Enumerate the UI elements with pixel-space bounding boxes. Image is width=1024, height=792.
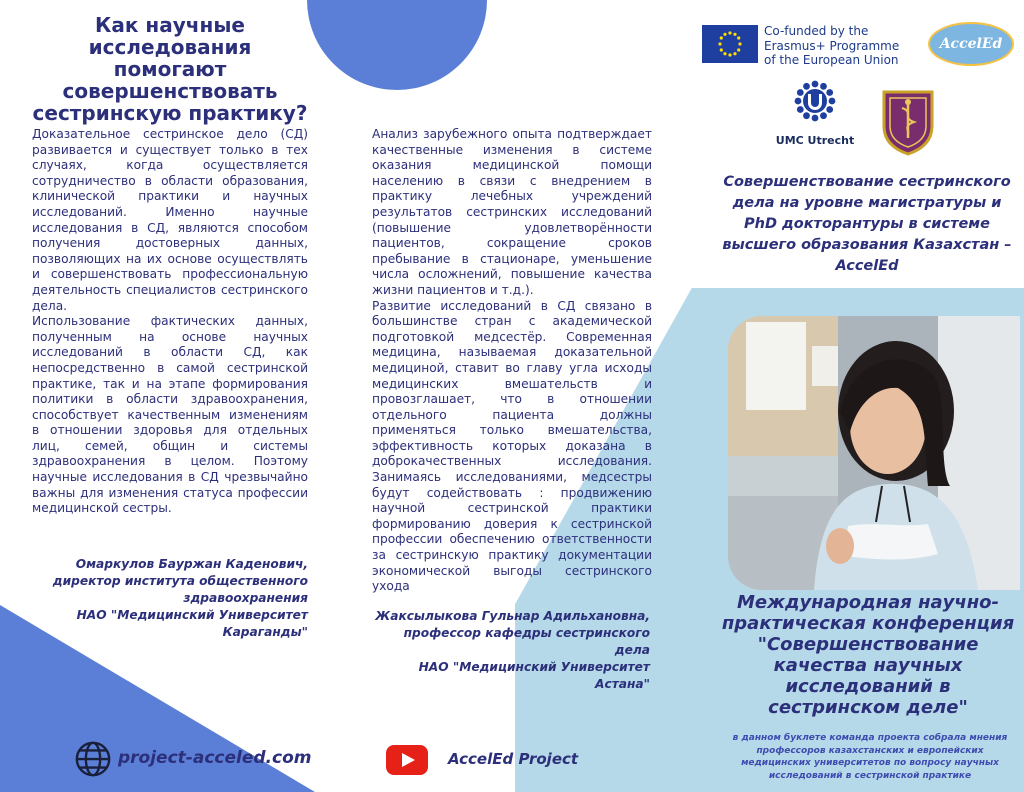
decorative-corner-block [0,700,50,792]
signature-line: Жаксылыкова Гульнар Адильхановна, [375,609,650,623]
signature-zhaksylykova [372,608,650,693]
signature-line: профессор кафедры сестринского дела [403,626,650,657]
erasmus-cofunding-text [764,24,899,68]
middle-column-text [372,127,652,595]
signature-line: Астана" [595,677,650,691]
signature-line: НАО "Медицинский Университет [76,608,308,622]
umc-utrecht-logo [768,80,862,158]
signature-omarkulov [40,556,308,641]
youtube-channel-label[interactable]: AccelEd Project [448,750,579,768]
youtube-icon[interactable] [385,744,429,776]
eu-flag-icon [702,25,758,63]
left-paragraph-1: Доказательное сестринское дело (СД) развивается и существует только в тех случаях, когда осуществляется сотрудничество в области образования, клинической практики и научных исследований. Именно научные исследования в СД, являются способом получения достоверных данных, позволяющих на их основе осуществлять и совершенствовать профессиональную деятельность специалистов сестринского дела. [32,127,308,313]
middle-paragraph-1: Анализ зарубежного опыта подтверждает качественные изменения в системе оказания медицинской помощи населению в связи с внедрением в практику лечебных учреждений результатов сестринских исследований (повышение удовлетворённости пациентов, сокращение сроков пребывание в стационаре, уменьшение числа осложнений, повышение качества жизни пациентов и т.д.). [372,127,652,297]
website-link[interactable]: project-acceled.com [118,748,312,768]
eu-text-line: Co-funded by the [764,24,869,38]
left-panel-title: Как научные исследования помогают совершенствовать сестринскую практику? [32,13,308,125]
eu-text-line: Erasmus+ Programme [764,38,900,53]
conference-title: Международная научно-практическая конференция "Совершенствование качества научных исследований в сестринском деле" [721,592,1015,718]
left-column-text [32,127,308,517]
left-paragraph-2: Использование фактических данных, полученным на основе научных исследований в области СД, как непосредственно в самой сестринской практике, так и на этапе формирования политики в области здравоохранения, способствует качественным изменениям в отношении здоровья для отдельных лиц, семей, общин и системы здравоохранения в целом. Поэтому научные исследования в СД чрезвычайно важны для изменения статуса профессии медицинской сестры. [32,314,308,516]
signature-line: здравоохранения [183,591,308,605]
signature-line: НАО "Медицинский Университет [418,660,650,674]
acceled-logo: AccelEd [928,22,1014,66]
project-title: Совершенствование сестринского дела на уровне магистратуры и PhD докторантуры в системе высшего образования Казахстан – AccelEd [722,174,1012,274]
university-crest-icon [880,86,936,156]
eu-text-line: of the European Union [764,53,899,67]
booklet-note: в данном буклете команда проекта собрала мнения профессоров казахстанских и европейских медицинских университетов по вопросу научных исследований в сестринской практике [732,733,1008,781]
nurse-photo [728,316,1020,590]
globe-icon [74,740,112,778]
signature-line: директор института общественного [52,574,308,588]
signature-line: Караганды" [222,625,308,639]
decorative-circle [307,0,487,90]
umc-utrecht-logo-icon [792,80,838,126]
middle-paragraph-2: Развитие исследований в СД связано в большинстве стран с академической подготовкой медсестёр. Современная медицина, называемая доказательной медициной, ставит во главу угла исходы медицинских вмешательств и провозглашает, что в отношении отдельного пациента должны применяться только вмешательства, эффективность которых доказана в доброкачественных исследования. Занимаясь исследованиями, медсестры будут содействовать : продвижению научной сестринской практики формированию доверия к сестринской профессии обеспечению ответственности за сестринскую практику документации экономической выгоды сестринского ухода [372,298,652,594]
signature-line: Омаркулов Бауржан Каденович, [75,557,308,571]
umc-utrecht-name: UMC Utrecht [775,134,855,147]
